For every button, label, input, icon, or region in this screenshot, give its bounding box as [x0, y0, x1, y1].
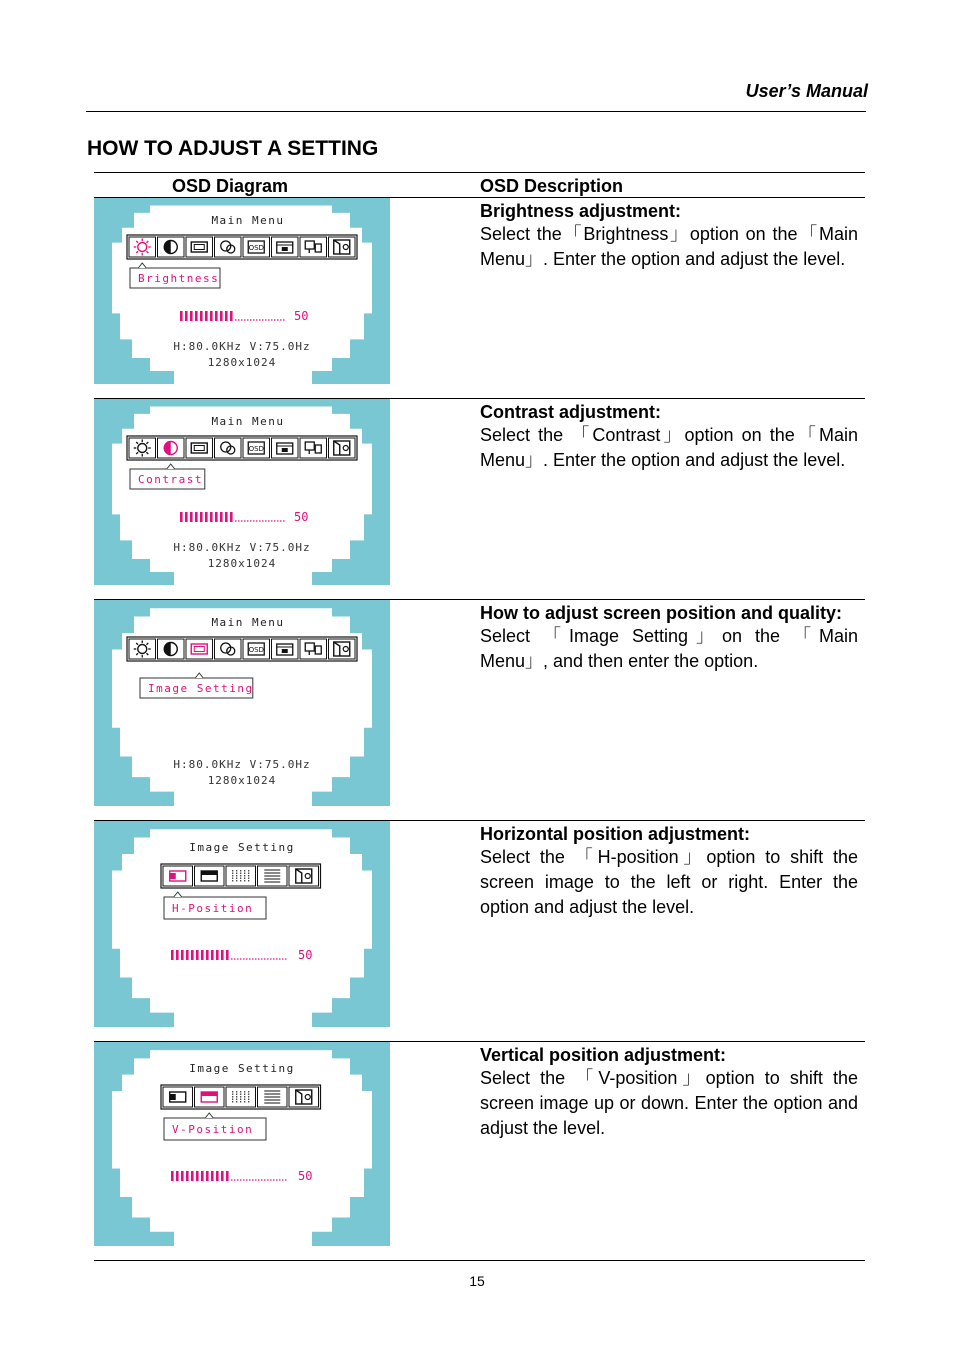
- osd-level-bar-segment: [190, 311, 193, 321]
- osd-selected-label: V-Position: [172, 1123, 254, 1136]
- osd-level-bar-segment: [216, 950, 219, 960]
- osd-resolution: 1280x1024: [207, 356, 277, 369]
- description-body: Select the 「Contrast」option on the「Main Menu」. Enter the option and adjust the level.: [480, 425, 858, 470]
- osd-level-bar-segment: [206, 1171, 209, 1181]
- osd-level-bar-segment: [186, 950, 189, 960]
- description-body: Select 「Image Setting」on the 「Main Menu」, and then enter the option.: [480, 626, 858, 671]
- header-rule: [86, 111, 866, 112]
- description-title: Brightness adjustment:: [480, 201, 682, 221]
- osd-level-bar-segment: [230, 512, 233, 522]
- osd-screen: [112, 1050, 372, 1246]
- svg-text:OSD: OSD: [248, 445, 264, 453]
- table-row: [94, 600, 865, 821]
- osd-level-bar-segment: [196, 1171, 199, 1181]
- description-title: Vertical position adjustment:: [480, 1045, 727, 1065]
- osd-menu-title: Image Setting: [189, 1062, 295, 1075]
- table-row: [94, 198, 865, 399]
- osd-level-bar-segment: [181, 950, 184, 960]
- osd-diagram: [94, 399, 390, 585]
- description-cell: [480, 1045, 858, 1141]
- osd-level-bar-segment: [210, 311, 213, 321]
- osd-diagram-svg: [94, 198, 390, 384]
- section-title: HOW TO ADJUST A SETTING: [87, 137, 379, 160]
- osd-level-bar-segment: [190, 512, 193, 522]
- osd-diagram-svg: [94, 821, 390, 1027]
- osd-level-value: 50: [298, 948, 313, 962]
- osd-icon-cell: [300, 237, 327, 257]
- osd-icon-cell: [163, 866, 193, 886]
- osd-screen: [112, 829, 372, 1027]
- osd-level-bar-segment: [195, 311, 198, 321]
- table-row: [94, 1042, 865, 1261]
- osd-icon-cell: [300, 438, 327, 458]
- osd-icon-cell: [186, 438, 213, 458]
- osd-level-bar-segment: [211, 950, 214, 960]
- osd-level-bar-segment: [185, 311, 188, 321]
- osd-level-bar-segment: [230, 311, 233, 321]
- instruction-table: [94, 172, 865, 1261]
- osd-resolution: 1280x1024: [207, 774, 277, 787]
- osd-level-value: 50: [294, 309, 309, 323]
- table-row: [94, 821, 865, 1042]
- osd-icon-cell: [186, 237, 213, 257]
- osd-level-bar-segment: [196, 950, 199, 960]
- osd-icon-cell: [195, 1087, 225, 1107]
- osd-menu-title: Main Menu: [211, 214, 285, 227]
- osd-level-bar-segment: [226, 950, 229, 960]
- col-header-description: OSD Description: [480, 176, 624, 196]
- table-header-row: [94, 173, 865, 197]
- osd-level-bar-segment: [221, 1171, 224, 1181]
- description-body: Select the 「V-position」option to shift the screen image up or down. Enter the option and adjust the level.: [480, 1068, 858, 1138]
- description-title: Contrast adjustment:: [480, 402, 662, 422]
- osd-frequency: H:80.0KHz V:75.0Hz: [173, 758, 311, 771]
- osd-level-bar-segment: [191, 950, 194, 960]
- osd-frequency: H:80.0KHz V:75.0Hz: [173, 340, 311, 353]
- osd-level-bar-segment: [215, 311, 218, 321]
- osd-level-bar-segment: [176, 950, 179, 960]
- osd-icon-cell: [163, 1087, 193, 1107]
- description-cell: [480, 201, 858, 272]
- osd-level-bar-segment: [226, 1171, 229, 1181]
- osd-level-bar-segment: [201, 950, 204, 960]
- osd-selected-label: Contrast: [138, 473, 203, 486]
- osd-level-bar-segment: [221, 950, 224, 960]
- osd-menu-title: Main Menu: [211, 616, 285, 629]
- osd-level-bar-segment: [225, 311, 228, 321]
- osd-selected-label: Image Setting: [148, 682, 254, 695]
- manual-title: User’s Manual: [745, 81, 868, 101]
- svg-text:OSD: OSD: [248, 646, 264, 654]
- osd-selected-label: Brightness: [138, 272, 220, 285]
- osd-resolution: 1280x1024: [207, 557, 277, 570]
- osd-diagram: [94, 600, 390, 806]
- description-body: Select the「Brightness」option on the「Main Menu」. Enter the option and adjust the level.: [480, 224, 858, 269]
- osd-level-bar-segment: [205, 512, 208, 522]
- description-title: How to adjust screen position and quality:: [480, 603, 843, 623]
- osd-diagram: [94, 198, 390, 384]
- col-header-diagram: OSD Diagram: [172, 176, 289, 196]
- osd-level-bar-segment: [185, 512, 188, 522]
- osd-level-bar-segment: [176, 1171, 179, 1181]
- osd-level-bar-segment: [225, 512, 228, 522]
- osd-level-bar-segment: [210, 512, 213, 522]
- description-cell: [480, 603, 858, 674]
- osd-frequency: H:80.0KHz V:75.0Hz: [173, 541, 311, 554]
- osd-level-bar-segment: [220, 311, 223, 321]
- osd-level-bar-segment: [171, 1171, 174, 1181]
- osd-diagram-svg: [94, 1042, 390, 1246]
- osd-level-bar-segment: [206, 950, 209, 960]
- osd-level-bar-segment: [211, 1171, 214, 1181]
- osd-level-bar-segment: [200, 512, 203, 522]
- osd-icon-cell: [195, 866, 225, 886]
- osd-level-bar-segment: [195, 512, 198, 522]
- osd-diagram-svg: [94, 399, 390, 585]
- description-cell: [480, 402, 858, 473]
- osd-level-bar-segment: [171, 950, 174, 960]
- osd-diagram-svg: [94, 600, 390, 806]
- description-title: Horizontal position adjustment:: [480, 824, 750, 844]
- osd-menu-title: Image Setting: [189, 841, 295, 854]
- svg-text:OSD: OSD: [248, 244, 264, 252]
- osd-level-bar-segment: [220, 512, 223, 522]
- osd-level-bar-segment: [201, 1171, 204, 1181]
- osd-level-value: 50: [294, 510, 309, 524]
- osd-selected-label: H-Position: [172, 902, 254, 915]
- osd-diagram: [94, 1042, 390, 1246]
- osd-level-bar-segment: [216, 1171, 219, 1181]
- osd-level-bar-segment: [180, 311, 183, 321]
- osd-icon-cell: [186, 639, 213, 659]
- page-number: 15: [469, 1273, 485, 1289]
- osd-level-bar-segment: [181, 1171, 184, 1181]
- description-cell: [480, 824, 858, 920]
- osd-level-bar-segment: [180, 512, 183, 522]
- osd-level-bar-segment: [215, 512, 218, 522]
- description-body: Select the 「H-position」option to shift the screen image to the left or right. Enter the option and adjust the level.: [480, 847, 858, 917]
- table-row: [94, 399, 865, 600]
- osd-level-bar-segment: [186, 1171, 189, 1181]
- osd-level-value: 50: [298, 1169, 313, 1183]
- osd-level-bar-segment: [191, 1171, 194, 1181]
- osd-diagram: [94, 821, 390, 1027]
- osd-icon-cell: [300, 639, 327, 659]
- osd-level-bar-segment: [200, 311, 203, 321]
- osd-level-bar-segment: [205, 311, 208, 321]
- osd-menu-title: Main Menu: [211, 415, 285, 428]
